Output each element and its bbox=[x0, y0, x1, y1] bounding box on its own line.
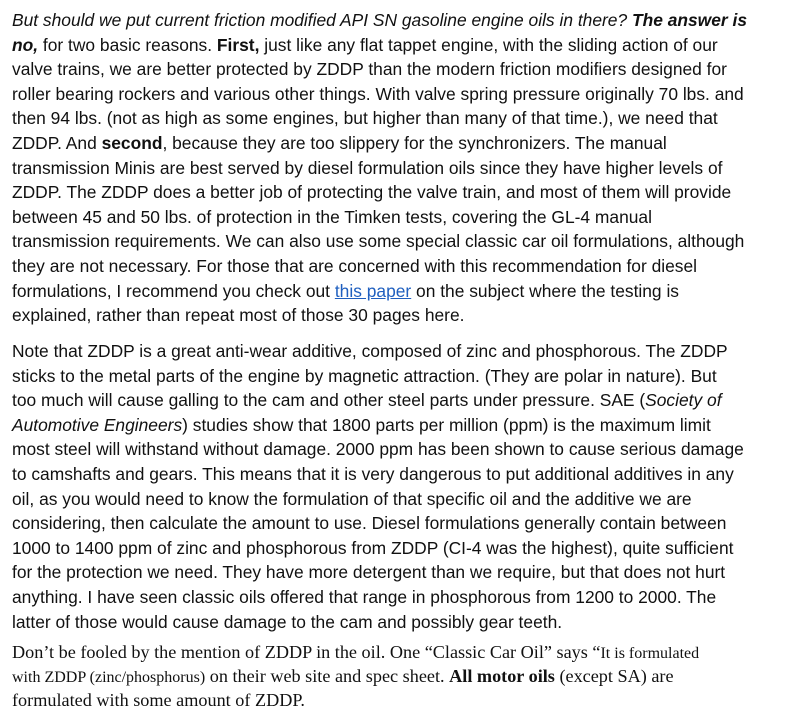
text-line bbox=[12, 413, 744, 438]
text-line: formulated with some amount of ZDDP. bbox=[12, 690, 305, 710]
intro-question: But should we put current friction modified API SN gasoline engine oils in there? bbox=[12, 10, 632, 30]
answer-emphasis: no, bbox=[12, 34, 39, 55]
text-line: then 94 lbs. (not as high as some engines, but higher than many of that time.), we need that bbox=[12, 108, 718, 129]
quoted-text: with ZDDP (zinc/phosphorus) bbox=[12, 669, 206, 686]
text-line bbox=[12, 279, 747, 304]
text-line: most steel will withstand without damage. 2000 ppm has been shown to cause serious damage bbox=[12, 439, 744, 460]
second-emphasis: second bbox=[101, 132, 163, 153]
text-span: for two basic reasons. bbox=[38, 34, 217, 55]
text-span: too much will cause galling to the cam and other steel parts under pressure. SAE ( bbox=[12, 390, 646, 411]
text-line: roller bearing rockers and various other things. With valve spring pressure originally 70 lbs. and bbox=[12, 83, 744, 104]
text-line: between 45 and 50 lbs. of protection in the Timken tests, covering the GL-4 manual bbox=[12, 206, 652, 227]
paragraph-classic-car-oil bbox=[12, 641, 699, 711]
text-span: ZDDP. And bbox=[12, 132, 102, 153]
text-line bbox=[12, 641, 699, 665]
text-line bbox=[12, 131, 747, 156]
text-line: oil, as you would need to know the formulation of that specific oil and the additive we are bbox=[12, 488, 692, 509]
text-line: Note that ZDDP is a great anti-wear additive, composed of zinc and phosphorous. The ZDDP bbox=[12, 341, 728, 361]
text-line bbox=[12, 388, 744, 413]
text-line: latter of those would cause damage to the cam and possibly gear teeth. bbox=[12, 611, 563, 632]
text-line bbox=[12, 665, 699, 689]
quoted-text: It is formulated bbox=[600, 645, 700, 662]
society-name: Automotive Engineers bbox=[12, 414, 183, 435]
text-span: on the subject where the testing is bbox=[411, 280, 679, 301]
all-motor-oils-emphasis: All motor oils bbox=[449, 666, 555, 686]
first-emphasis: First, bbox=[216, 34, 260, 55]
text-line: anything. I have seen classic oils offered that range in phosphorous from 1200 to 2000. The bbox=[12, 586, 717, 607]
paragraph-zddp-recommendation bbox=[12, 8, 747, 328]
text-line: explained, rather than repeat most of those 30 pages here. bbox=[12, 305, 465, 326]
text-line bbox=[12, 8, 747, 33]
text-line: they are not necessary. For those that are concerned with this recommendation for diesel bbox=[12, 255, 698, 276]
answer-emphasis: The answer is bbox=[631, 10, 747, 30]
text-line: transmission requirements. We can also use some special classic car oil formulations, although bbox=[12, 231, 745, 252]
text-span: ) studies show that 1800 parts per million (ppm) is the maximum limit bbox=[182, 414, 711, 435]
text-line: valve trains, we are better protected by ZDDP than the modern friction modifiers designed for bbox=[12, 59, 727, 80]
text-span: (except SA) are bbox=[554, 666, 674, 686]
text-line: sticks to the metal parts of the engine by magnetic attraction. (They are polar in nature). But bbox=[12, 365, 717, 386]
text-line: ZDDP. The ZDDP does a better job of protecting the valve train, and most of them will provide bbox=[12, 182, 732, 203]
text-span: formulations, I recommend you check out bbox=[12, 280, 335, 301]
text-line: to camshafts and gears. This means that it is very dangerous to put additional additives in any bbox=[12, 463, 734, 484]
text-span: Don’t be fooled by the mention of ZDDP in the oil. One “Classic Car Oil” says “ bbox=[12, 642, 601, 662]
society-name: Society of bbox=[645, 390, 722, 411]
text-line bbox=[12, 33, 747, 58]
text-line: for the protection we need. They have more detergent than we require, but that does not hurt bbox=[12, 562, 726, 583]
text-line: 1000 to 1400 ppm of zinc and phosphorous from ZDDP (CI-4 was the highest), quite sufficient bbox=[12, 537, 734, 558]
paragraph-zddp-explanation bbox=[12, 339, 744, 634]
text-line: considering, then calculate the amount to use. Diesel formulations generally contain between bbox=[12, 513, 727, 534]
text-line: transmission Minis are best served by diesel formulation oils since they have higher levels of bbox=[12, 157, 723, 178]
this-paper-link[interactable]: this paper bbox=[334, 280, 412, 301]
text-span: , because they are too slippery for the synchronizers. The manual bbox=[162, 132, 667, 153]
text-span: just like any flat tappet engine, with the sliding action of our bbox=[259, 34, 718, 55]
text-span: on their web site and spec sheet. bbox=[205, 666, 450, 686]
